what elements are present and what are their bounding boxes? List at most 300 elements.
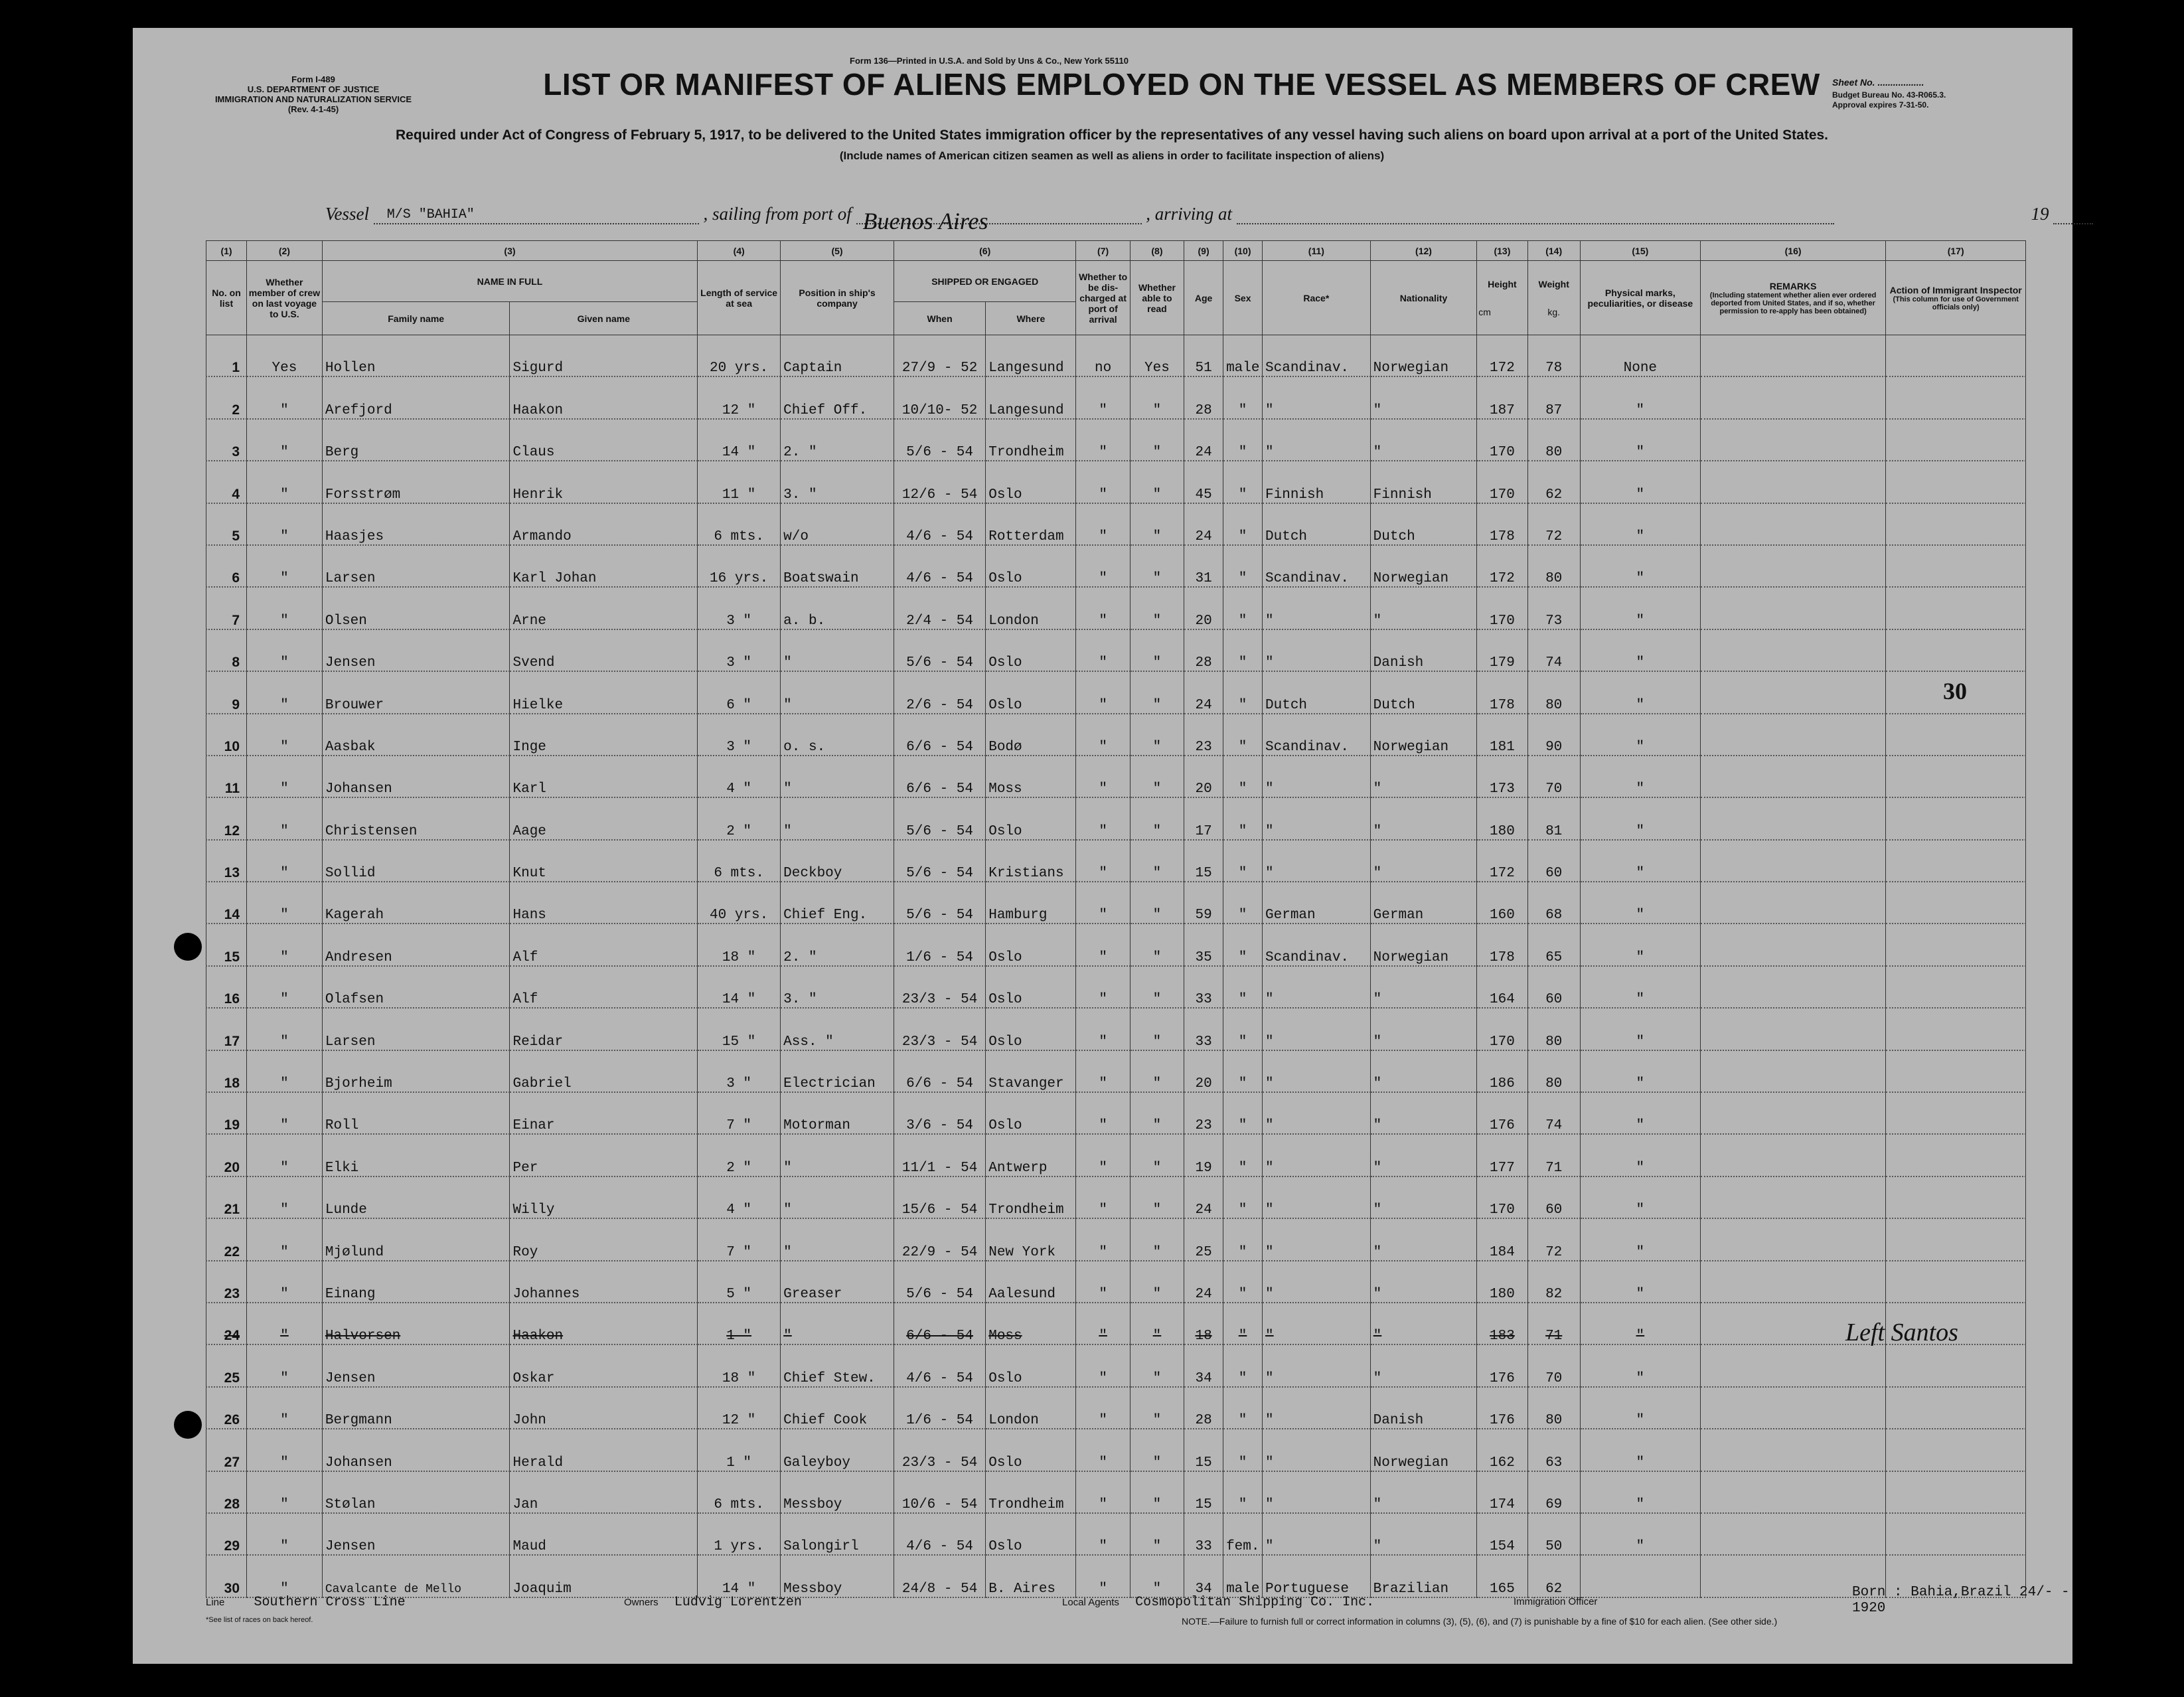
- col-num-2: (2): [247, 241, 323, 261]
- year-field: [2053, 207, 2093, 224]
- cell-service-length: 12 ": [698, 1387, 781, 1429]
- cell-height: 172: [1477, 840, 1527, 882]
- cell-inspector-action: [1886, 966, 2026, 1008]
- crew-rows: [206, 335, 2026, 1597]
- cell-able-to-read: ": [1130, 840, 1184, 882]
- cell-given-name: Alf: [510, 924, 698, 965]
- cell-nationality: ": [1370, 1176, 1477, 1218]
- cell-nationality: ": [1370, 419, 1477, 461]
- cell-physical-marks: ": [1580, 1008, 1700, 1050]
- cell-able-to-read: ": [1130, 587, 1184, 629]
- header-inspector-sub: (This column for use of Government officials only): [1893, 295, 2019, 311]
- cell-shipped-when: 11/1 - 54: [894, 1134, 985, 1176]
- cell-position: ": [781, 1176, 894, 1218]
- owners-value: Ludvig Lorentzen: [674, 1595, 802, 1610]
- cell-row-number: 25: [206, 1344, 247, 1386]
- cell-remarks: [1700, 629, 1886, 671]
- cell-remarks: [1700, 1050, 1886, 1092]
- footer-agents: [1062, 1595, 1374, 1610]
- cell-shipped-where: Oslo: [986, 924, 1076, 965]
- cell-service-length: 14 ": [698, 966, 781, 1008]
- col-num-17: (17): [1886, 241, 2026, 261]
- cell-position: 2. ": [781, 419, 894, 461]
- page-title: LIST OR MANIFEST OF ALIENS EMPLOYED ON THE VESSEL AS MEMBERS OF CREW: [543, 67, 1820, 102]
- cell-race: ": [1263, 797, 1371, 839]
- cell-sex: ": [1223, 1261, 1263, 1303]
- col-num-13: (13): [1477, 241, 1527, 261]
- cell-weight: 81: [1527, 797, 1580, 839]
- cell-nationality: ": [1370, 587, 1477, 629]
- cell-given-name: Svend: [510, 629, 698, 671]
- cell-position: Boatswain: [781, 545, 894, 587]
- cell-height: 180: [1477, 1261, 1527, 1303]
- cell-height: 160: [1477, 882, 1527, 924]
- cell-row-number: 15: [206, 924, 247, 965]
- cell-able-to-read: ": [1130, 1555, 1184, 1597]
- cell-discharge: ": [1076, 1513, 1130, 1555]
- cell-able-to-read: ": [1130, 966, 1184, 1008]
- cell-service-length: 7 ": [698, 1092, 781, 1134]
- crew-row: [206, 1344, 2026, 1386]
- cell-nationality: ": [1370, 1092, 1477, 1134]
- form-identifier: [187, 74, 439, 114]
- cell-remarks: [1700, 671, 1886, 713]
- header-nationality: Nationality: [1370, 261, 1477, 335]
- cell-last-voyage: ": [247, 1513, 323, 1555]
- cell-height: 177: [1477, 1134, 1527, 1176]
- cell-position: ": [781, 756, 894, 797]
- cell-sex: ": [1223, 882, 1263, 924]
- cell-nationality: Norwegian: [1370, 545, 1477, 587]
- crew-row: [206, 1303, 2026, 1344]
- cell-remarks: [1700, 461, 1886, 503]
- cell-race: ": [1263, 1218, 1371, 1260]
- vessel-line: [325, 204, 2093, 234]
- cell-service-length: 18 ": [698, 924, 781, 965]
- cell-weight: 60: [1527, 840, 1580, 882]
- cell-discharge: ": [1076, 1218, 1130, 1260]
- header-remarks: [1700, 261, 1886, 335]
- col-num-7: (7): [1076, 241, 1130, 261]
- crew-row: [206, 1176, 2026, 1218]
- cell-family-name: Jensen: [322, 629, 510, 671]
- cell-age: 15: [1184, 840, 1223, 882]
- cell-weight: 68: [1527, 882, 1580, 924]
- crew-row: [206, 1134, 2026, 1176]
- cell-able-to-read: ": [1130, 1261, 1184, 1303]
- cell-weight: 80: [1527, 1387, 1580, 1429]
- cell-service-length: 3 ": [698, 1050, 781, 1092]
- cell-weight: 50: [1527, 1513, 1580, 1555]
- cell-given-name: Knut: [510, 840, 698, 882]
- cell-physical-marks: ": [1580, 924, 1700, 965]
- cell-given-name: John: [510, 1387, 698, 1429]
- cell-family-name: Larsen: [322, 545, 510, 587]
- crew-row: [206, 1471, 2026, 1513]
- cell-physical-marks: ": [1580, 419, 1700, 461]
- cell-discharge: ": [1076, 966, 1130, 1008]
- cell-shipped-where: Oslo: [986, 1513, 1076, 1555]
- cell-last-voyage: ": [247, 882, 323, 924]
- cell-discharge: ": [1076, 1555, 1130, 1597]
- cell-race: ": [1263, 1261, 1371, 1303]
- cell-physical-marks: ": [1580, 629, 1700, 671]
- cell-sex: ": [1223, 924, 1263, 965]
- cell-height: 170: [1477, 1176, 1527, 1218]
- cell-remarks: [1700, 1092, 1886, 1134]
- cell-sex: ": [1223, 1176, 1263, 1218]
- cell-nationality: Norwegian: [1370, 335, 1477, 377]
- cell-position: ": [781, 797, 894, 839]
- cell-discharge: ": [1076, 461, 1130, 503]
- cell-service-length: 7 ": [698, 1218, 781, 1260]
- cell-age: 20: [1184, 756, 1223, 797]
- cell-weight: 60: [1527, 1176, 1580, 1218]
- cell-sex: ": [1223, 1134, 1263, 1176]
- cell-inspector-action: [1886, 882, 2026, 924]
- cell-shipped-where: Oslo: [986, 1092, 1076, 1134]
- cell-last-voyage: ": [247, 1134, 323, 1176]
- cell-last-voyage: ": [247, 1471, 323, 1513]
- cell-service-length: 6 mts.: [698, 840, 781, 882]
- cell-weight: 80: [1527, 545, 1580, 587]
- cell-able-to-read: ": [1130, 545, 1184, 587]
- cell-remarks: [1700, 1008, 1886, 1050]
- cell-given-name: Johannes: [510, 1261, 698, 1303]
- header-inspector-action: [1886, 261, 2026, 335]
- cell-remarks: [1700, 1429, 1886, 1471]
- cell-remarks: [1700, 966, 1886, 1008]
- cell-service-length: 6 mts.: [698, 1471, 781, 1513]
- cell-weight: 65: [1527, 924, 1580, 965]
- cell-weight: 73: [1527, 587, 1580, 629]
- cell-weight: 62: [1527, 461, 1580, 503]
- cell-row-number: 30: [206, 1555, 247, 1597]
- cell-shipped-when: 5/6 - 54: [894, 882, 985, 924]
- header-discharged: Whether to be dis-charged at port of arrival: [1076, 261, 1130, 335]
- cell-height: 172: [1477, 545, 1527, 587]
- cell-able-to-read: ": [1130, 882, 1184, 924]
- cell-service-length: 14 ": [698, 1555, 781, 1597]
- cell-able-to-read: ": [1130, 714, 1184, 756]
- cell-physical-marks: ": [1580, 1513, 1700, 1555]
- cell-race: ": [1263, 1471, 1371, 1513]
- crew-row: [206, 797, 2026, 839]
- cell-able-to-read: ": [1130, 1134, 1184, 1176]
- cell-physical-marks: ": [1580, 1344, 1700, 1386]
- cell-physical-marks: ": [1580, 1261, 1700, 1303]
- cell-family-name: Aasbak: [322, 714, 510, 756]
- cell-shipped-when: 23/3 - 54: [894, 966, 985, 1008]
- cell-shipped-where: London: [986, 1387, 1076, 1429]
- header-height: [1477, 261, 1527, 335]
- cell-inspector-action: [1886, 461, 2026, 503]
- cell-inspector-action: [1886, 1008, 2026, 1050]
- cell-nationality: ": [1370, 1344, 1477, 1386]
- cell-discharge: ": [1076, 1344, 1130, 1386]
- cell-last-voyage: ": [247, 419, 323, 461]
- crew-row: [206, 461, 2026, 503]
- cell-weight: 80: [1527, 671, 1580, 713]
- include-note: (Include names of American citizen seamen as well as aliens in order to facilitate inspection of aliens): [839, 149, 1385, 162]
- sheet-number: Sheet No. ..................: [1832, 77, 1924, 88]
- cell-service-length: 1 yrs.: [698, 1513, 781, 1555]
- col-num-15: (15): [1580, 241, 1700, 261]
- cell-row-number: 8: [206, 629, 247, 671]
- cell-able-to-read: ": [1130, 1176, 1184, 1218]
- cell-race: Scandinav.: [1263, 335, 1371, 377]
- cell-shipped-where: Oslo: [986, 1344, 1076, 1386]
- cell-height: 154: [1477, 1513, 1527, 1555]
- vessel-name: M/S "BAHIA": [374, 207, 699, 224]
- cell-weight: 82: [1527, 1261, 1580, 1303]
- cell-shipped-where: Trondheim: [986, 1176, 1076, 1218]
- cell-remarks: [1700, 1261, 1886, 1303]
- cell-position: Greaser: [781, 1261, 894, 1303]
- revision: (Rev. 4-1-45): [287, 104, 339, 114]
- cell-service-length: 1 ": [698, 1303, 781, 1344]
- cell-race: ": [1263, 1134, 1371, 1176]
- cell-last-voyage: ": [247, 376, 323, 418]
- header-given-name: Given name: [510, 302, 698, 335]
- cell-service-length: 4 ": [698, 756, 781, 797]
- cell-age: 23: [1184, 714, 1223, 756]
- cell-family-name: Andresen: [322, 924, 510, 965]
- cell-race: ": [1263, 966, 1371, 1008]
- cell-last-voyage: Yes: [247, 335, 323, 377]
- cell-race: Scandinav.: [1263, 545, 1371, 587]
- cell-age: 25: [1184, 1218, 1223, 1260]
- cell-given-name: Roy: [510, 1218, 698, 1260]
- cell-height: 176: [1477, 1344, 1527, 1386]
- cell-given-name: Sigurd: [510, 335, 698, 377]
- crew-row: [206, 1218, 2026, 1260]
- cell-position: ": [781, 1134, 894, 1176]
- cell-position: Salongirl: [781, 1513, 894, 1555]
- cell-shipped-when: 4/6 - 54: [894, 545, 985, 587]
- cell-given-name: Hielke: [510, 671, 698, 713]
- col-num-16: (16): [1700, 241, 1886, 261]
- cell-remarks: [1700, 1471, 1886, 1513]
- cell-position: Ass. ": [781, 1008, 894, 1050]
- cell-last-voyage: ": [247, 1303, 323, 1344]
- cell-sex: ": [1223, 419, 1263, 461]
- cell-weight: 78: [1527, 335, 1580, 377]
- cell-height: 172: [1477, 335, 1527, 377]
- cell-service-length: 16 yrs.: [698, 545, 781, 587]
- cell-shipped-where: Stavanger: [986, 1050, 1076, 1092]
- cell-nationality: ": [1370, 756, 1477, 797]
- cell-family-name: Arefjord: [322, 376, 510, 418]
- arrival-port-field: [1237, 207, 1834, 224]
- cell-race: ": [1263, 629, 1371, 671]
- cell-shipped-where: Hamburg: [986, 882, 1076, 924]
- header-height-label: Height: [1488, 278, 1517, 289]
- cell-nationality: Finnish: [1370, 461, 1477, 503]
- cell-position: ": [781, 629, 894, 671]
- cell-age: 20: [1184, 587, 1223, 629]
- cell-height: 170: [1477, 461, 1527, 503]
- cell-family-name: Jensen: [322, 1344, 510, 1386]
- cell-nationality: ": [1370, 1261, 1477, 1303]
- cell-race: German: [1263, 882, 1371, 924]
- cell-able-to-read: ": [1130, 461, 1184, 503]
- cell-service-length: 1 ": [698, 1429, 781, 1471]
- cell-sex: ": [1223, 1387, 1263, 1429]
- cell-shipped-when: 6/6 - 54: [894, 714, 985, 756]
- cell-age: 20: [1184, 1050, 1223, 1092]
- header-family-name: Family name: [322, 302, 510, 335]
- cell-race: Finnish: [1263, 461, 1371, 503]
- cell-shipped-where: London: [986, 587, 1076, 629]
- cell-shipped-when: 24/8 - 54: [894, 1555, 985, 1597]
- cell-row-number: 12: [206, 797, 247, 839]
- cell-remarks: [1700, 1513, 1886, 1555]
- line-label: Line: [206, 1597, 225, 1608]
- cell-physical-marks: ": [1580, 882, 1700, 924]
- cell-remarks: [1700, 756, 1886, 797]
- cell-able-to-read: ": [1130, 1513, 1184, 1555]
- cell-nationality: Dutch: [1370, 671, 1477, 713]
- cell-row-number: 2: [206, 376, 247, 418]
- cell-discharge: ": [1076, 1050, 1130, 1092]
- remark-born: Born : Bahia,Brazil 24/- - 1920: [1852, 1585, 2070, 1616]
- header-able-to-read: Whether able to read: [1130, 261, 1184, 335]
- cell-able-to-read: ": [1130, 797, 1184, 839]
- cell-inspector-action: [1886, 1429, 2026, 1471]
- cell-weight: 87: [1527, 376, 1580, 418]
- footer-owners: [624, 1595, 802, 1610]
- cell-service-length: 14 ": [698, 419, 781, 461]
- cell-age: 23: [1184, 1092, 1223, 1134]
- cell-age: 45: [1184, 461, 1223, 503]
- cell-shipped-when: 23/3 - 54: [894, 1429, 985, 1471]
- cell-physical-marks: ": [1580, 503, 1700, 545]
- cell-service-length: 11 ": [698, 461, 781, 503]
- cell-position: Motorman: [781, 1092, 894, 1134]
- cell-sex: ": [1223, 756, 1263, 797]
- cell-physical-marks: [1580, 1555, 1700, 1597]
- cell-discharge: no: [1076, 335, 1130, 377]
- cell-race: ": [1263, 1429, 1371, 1471]
- cell-service-length: 3 ": [698, 587, 781, 629]
- cell-position: a. b.: [781, 587, 894, 629]
- crew-row: [206, 1429, 2026, 1471]
- cell-height: 164: [1477, 966, 1527, 1008]
- crew-row: [206, 671, 2026, 713]
- cell-nationality: ": [1370, 1134, 1477, 1176]
- cell-position: Chief Cook: [781, 1387, 894, 1429]
- cell-service-length: 3 ": [698, 714, 781, 756]
- budget-number: Budget Bureau No. 43-R065.3.: [1832, 90, 1946, 100]
- cell-physical-marks: ": [1580, 587, 1700, 629]
- cell-family-name: Bergmann: [322, 1387, 510, 1429]
- printer-credit: Form 136—Printed in U.S.A. and Sold by Uns & Co., New York 55110: [850, 56, 1129, 66]
- cell-discharge: ": [1076, 1387, 1130, 1429]
- cell-inspector-action: [1886, 1218, 2026, 1260]
- cell-service-length: 15 ": [698, 1008, 781, 1050]
- cell-given-name: Aage: [510, 797, 698, 839]
- cell-family-name: Stølan: [322, 1471, 510, 1513]
- cell-nationality: ": [1370, 1218, 1477, 1260]
- cell-given-name: Per: [510, 1134, 698, 1176]
- cell-age: 24: [1184, 671, 1223, 713]
- cell-family-name: Forsstrøm: [322, 461, 510, 503]
- cell-discharge: ": [1076, 1008, 1130, 1050]
- cell-race: ": [1263, 756, 1371, 797]
- cell-nationality: ": [1370, 1471, 1477, 1513]
- crew-row: [206, 1050, 2026, 1092]
- cell-weight: 70: [1527, 1344, 1580, 1386]
- cell-height: 165: [1477, 1555, 1527, 1597]
- cell-weight: 90: [1527, 714, 1580, 756]
- cell-shipped-when: 5/6 - 54: [894, 419, 985, 461]
- cell-race: Scandinav.: [1263, 924, 1371, 965]
- col-num-5: (5): [781, 241, 894, 261]
- cell-age: 31: [1184, 545, 1223, 587]
- cell-physical-marks: ": [1580, 1134, 1700, 1176]
- cell-last-voyage: ": [247, 1261, 323, 1303]
- cell-sex: ": [1223, 1344, 1263, 1386]
- crew-row: [206, 1008, 2026, 1050]
- cell-inspector-action: [1886, 1344, 2026, 1386]
- cell-height: 183: [1477, 1303, 1527, 1344]
- crew-row: [206, 1387, 2026, 1429]
- cell-discharge: ": [1076, 503, 1130, 545]
- header-weight-unit: kg.: [1547, 306, 1561, 317]
- cell-age: 28: [1184, 629, 1223, 671]
- cell-remarks: [1700, 882, 1886, 924]
- header-weight-label: Weight: [1538, 278, 1569, 289]
- cell-weight: 69: [1527, 1471, 1580, 1513]
- cell-age: 35: [1184, 924, 1223, 965]
- cell-shipped-where: Moss: [986, 1303, 1076, 1344]
- cell-remarks: [1700, 1134, 1886, 1176]
- cell-last-voyage: ": [247, 1176, 323, 1218]
- year-label: 19: [2031, 204, 2049, 224]
- col-num-14: (14): [1527, 241, 1580, 261]
- cell-inspector-action: [1886, 1176, 2026, 1218]
- cell-given-name: Oskar: [510, 1344, 698, 1386]
- cell-physical-marks: ": [1580, 1471, 1700, 1513]
- col-num-9: (9): [1184, 241, 1223, 261]
- cell-inspector-action: [1886, 797, 2026, 839]
- crew-row: [206, 1555, 2026, 1597]
- cell-row-number: 14: [206, 882, 247, 924]
- cell-sex: ": [1223, 714, 1263, 756]
- cell-weight: 60: [1527, 966, 1580, 1008]
- cell-age: 28: [1184, 376, 1223, 418]
- cell-shipped-where: Langesund: [986, 376, 1076, 418]
- cell-age: 28: [1184, 1387, 1223, 1429]
- cell-discharge: ": [1076, 840, 1130, 882]
- cell-shipped-when: 6/6 - 54: [894, 1303, 985, 1344]
- sailing-label: , sailing from port of: [703, 204, 852, 224]
- cell-row-number: 20: [206, 1134, 247, 1176]
- cell-given-name: Claus: [510, 419, 698, 461]
- col-num-4: (4): [698, 241, 781, 261]
- footer-races-note: *See list of races on back hereof.: [206, 1616, 313, 1624]
- cell-family-name: Jensen: [322, 1513, 510, 1555]
- cell-row-number: 26: [206, 1387, 247, 1429]
- cell-physical-marks: ": [1580, 840, 1700, 882]
- cell-service-length: 6 ": [698, 671, 781, 713]
- cell-able-to-read: ": [1130, 503, 1184, 545]
- col-num-3: (3): [322, 241, 697, 261]
- cell-service-length: 6 mts.: [698, 503, 781, 545]
- cell-weight: 72: [1527, 503, 1580, 545]
- cell-family-name: Christensen: [322, 797, 510, 839]
